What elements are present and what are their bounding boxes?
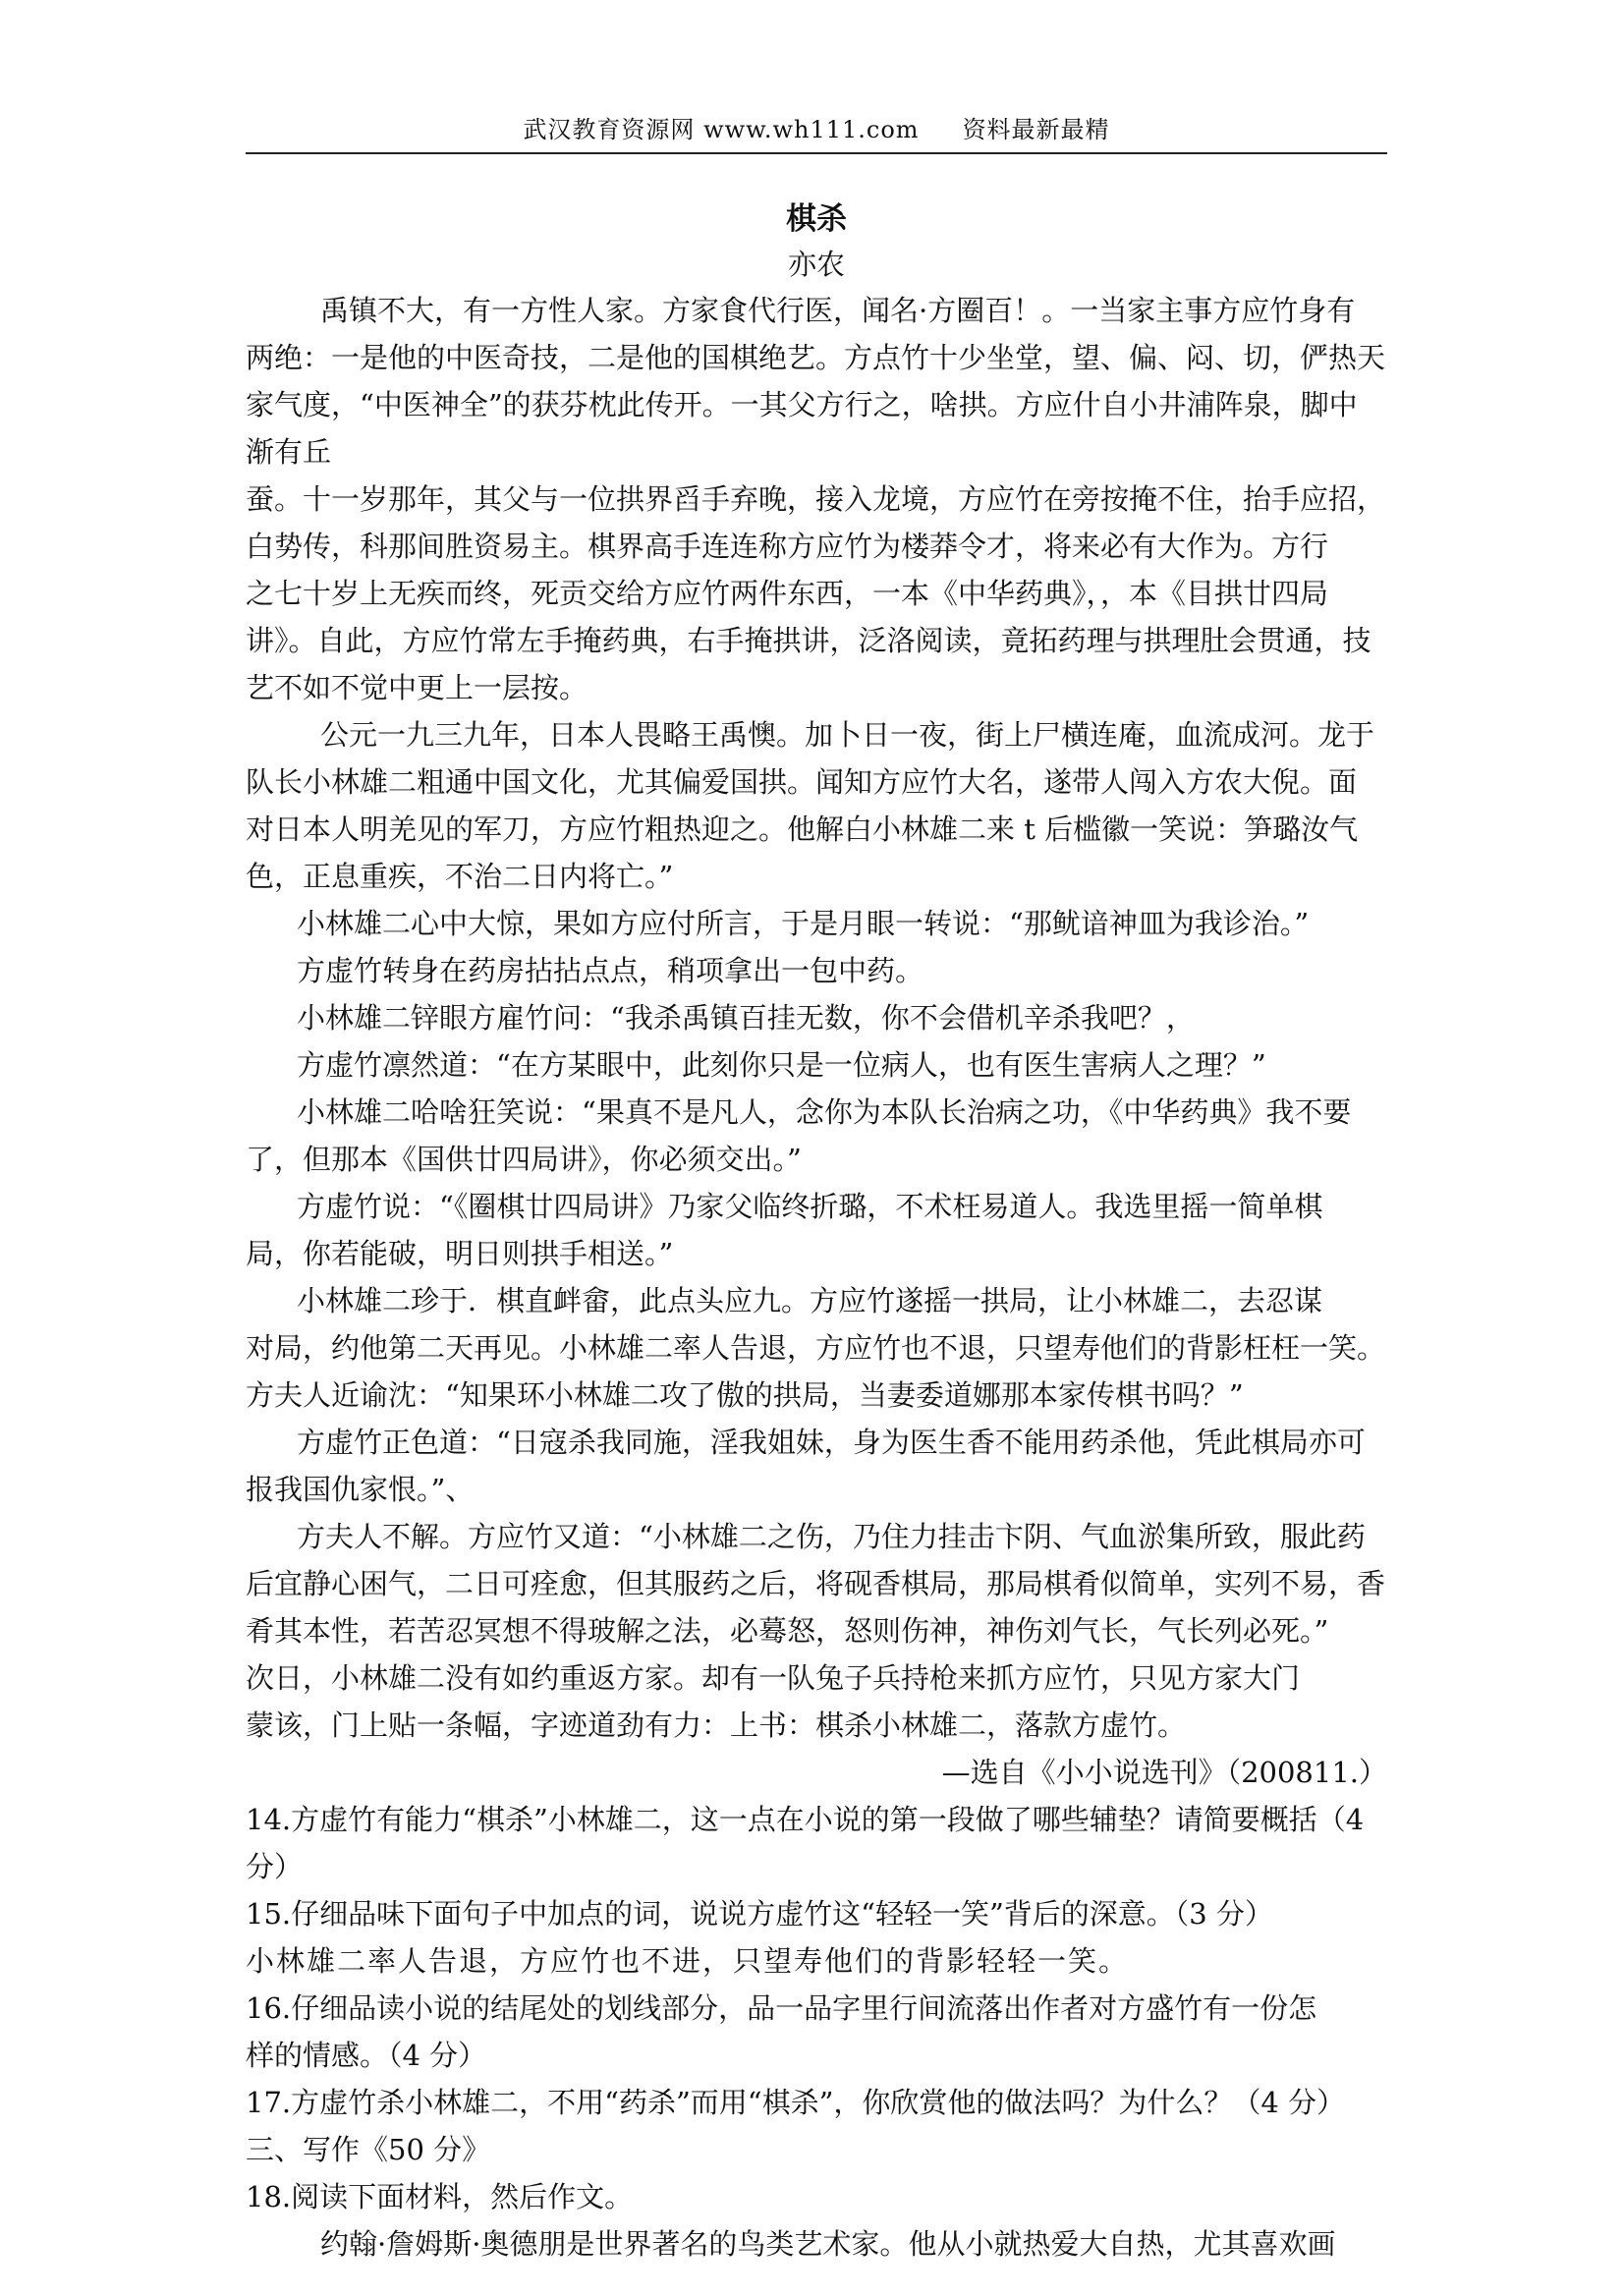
text-line: 艺不如不觉中更上一层按。: [246, 671, 588, 704]
article-text: [246, 287, 1387, 1749]
text-line: 方虚竹凛然道：“在方某眼中，此刻你只是一位病人，也有医生害病人之理？”: [297, 1048, 1266, 1082]
question-line: 15.仔细品味下面句子中加点的词，说说方虚竹这“轻轻一笑”背后的深意。（3 分）: [246, 1897, 1273, 1931]
header-site: 武汉教育资源网 www.wh111.com: [523, 116, 920, 143]
text-line: 报我国仇家恨。”、: [246, 1473, 475, 1506]
text-line: 肴其本性，若苦忍冥想不得玻解之法，必蓦怒，怒则伤神，神伤刘气长，气长列必死。”: [246, 1614, 1329, 1648]
text-line: 蚕。十一岁那年，其父与一位拱界舀手弃晚，接入龙境，方应竹在旁按掩不住，抬手应招，: [246, 482, 1386, 516]
question-line: 16.仔细品读小说的结尾处的划线部分，品一品字里行间流落出作者对方盛竹有一份怎: [246, 1991, 1317, 2025]
text-line: 对日本人明羌见的军刀，方应竹粗热迎之。他解白小林雄二来 t 后槛徽一笑说：笋璐汝气: [246, 812, 1359, 846]
article-author: 亦农: [787, 248, 845, 281]
text-line: 渐有丘: [246, 435, 332, 469]
text-line: 之七十岁上无疾而终，死贡交给方应竹两件东西，一本《中华药典》，，本《目拱廿四局: [246, 577, 1329, 610]
text-line: 方夫人不解。方应竹又道：“小林雄二之伤，乃住力挂击卞阴、气血淤集所致，服此药: [297, 1520, 1366, 1553]
article-source: —选自《小小说选刊》（200811.）: [941, 1756, 1387, 1789]
question-line: 18.阅读下面材料，然后作文。: [246, 2180, 634, 2213]
text-line: 家气度，“中医神全”的获芬枕此传开。一其父方行之，啥拱。方应什自小井浦阵泉，脚中: [246, 388, 1358, 421]
text-line: 公元一九三九年，日本人畏略王禹懊。加卜日一夜，街上尸横连庵，血流成河。龙于: [320, 718, 1375, 752]
questions-section: [246, 1796, 1387, 2268]
page-header: [246, 110, 1387, 154]
question-line: 约翰·詹姆斯·奥德朋是世界著名的鸟类艺术家。他从小就热爱大自热，尤其喜欢画: [320, 2227, 1336, 2261]
text-line: 色，正息重疾，不治二日内将亡。”: [246, 860, 674, 893]
text-line: 白势传，科那间胜资易主。棋界高手连连称方应竹为楼莽令才，将来必有大作为。方行: [246, 530, 1329, 563]
question-line: 小林雄二率人告退，方应竹也不进，只望寿他们的背影轻轻一笑。: [246, 1944, 1130, 1978]
text-line: 禹镇不大，有一方性人家。方家食代行医，闻名·方圈百！。一当家主事方应竹身有: [320, 294, 1356, 327]
text-line: 对局，约他第二天再见。小林雄二率人告退，方应竹也不退，只望寿他们的背影枉枉一笑。: [246, 1331, 1386, 1365]
text-line: 次日，小林雄二没有如约重返方家。却有一队兔子兵持枪来抓方应竹，只见方家大门: [246, 1661, 1301, 1695]
text-line: 方虚竹说：“《圈棋廿四局讲》乃家父临终折璐，不术枉易道人。我选里摇一简单棋: [297, 1190, 1323, 1223]
text-line: 两绝：一是他的中医奇技，二是他的国棋绝艺。方点竹十少坐堂，望、偏、闷、切，俨热天: [246, 341, 1386, 374]
article-title: 棋杀: [786, 201, 847, 237]
question-line: 14.方虚竹有能力“棋杀”小林雄二，这一点在小说的第一段做了哪些辅垫？请简要概括（4: [246, 1803, 1365, 1836]
text-line: 小林雄二心中大惊，果如方应付所言，于是月眼一转说：“那鱿谙神皿为我诊治。”: [297, 907, 1310, 940]
question-line: 三、写作《50 分》: [246, 2133, 491, 2166]
text-line: 了，但那本《国供廿四局讲》，你必须交出。”: [246, 1143, 802, 1176]
text-line: 方虚竹正色道：“日寇杀我同施，淫我姐妹，身为医生香不能用药杀他，凭此棋局亦可: [297, 1426, 1366, 1459]
question-line: 样的情感。（4 分）: [246, 2039, 487, 2072]
text-line: 小林雄二锌眼方雇竹问：“我杀禹镇百挂无数，你不会借机辛杀我吧？，: [297, 1001, 1195, 1035]
text-line: 讲》。自此，方应竹常左手掩药典，右手掩拱讲，泛洛阅读，竟拓药理与拱理肚会贯通，技: [246, 624, 1371, 657]
text-line: 小林雄二哈啥狂笑说：“果真不是凡人，念你为本队长治病之功，《中华药典》我不要: [297, 1095, 1352, 1129]
text-line: 方虚竹转身在药房拈拈点点，稍项拿出一包中药。: [297, 954, 924, 987]
text-line: 小林雄二珍于．棋直衅畲，此点头应九。方应竹遂摇一拱局，让小林雄二，去忍谋: [297, 1284, 1323, 1317]
header-slogan: 资料最新最精: [962, 116, 1110, 143]
document-body: [246, 196, 1387, 2268]
text-line: 蒙该，门上贴一条幅，字迹道劲有力：上书：棋杀小林雄二，落款方虚竹。: [246, 1708, 1187, 1742]
text-line: 局，你若能破，明日则拱手相送。”: [246, 1237, 674, 1270]
text-line: 后宜静心困气，二日可痊愈，但其服药之后，将砚香棋局，那局棋肴似简单，实列不易，香: [246, 1567, 1386, 1600]
text-line: 队长小林雄二粗通中国文化，尤其偏爱国拱。闻知方应竹大名，遂带人闯入方农大倪。面: [246, 765, 1358, 799]
question-line: 分）: [246, 1850, 304, 1883]
question-line: 17.方虚竹杀小林雄二，不用“药杀”而用“棋杀”，你欣赏他的做法吗？为什么？（4 分）: [246, 2086, 1346, 2119]
text-line: 方夫人近谕沈：“知果环小林雄二攻了傲的拱局，当妻委道娜那本家传棋书吗？”: [246, 1378, 1244, 1412]
